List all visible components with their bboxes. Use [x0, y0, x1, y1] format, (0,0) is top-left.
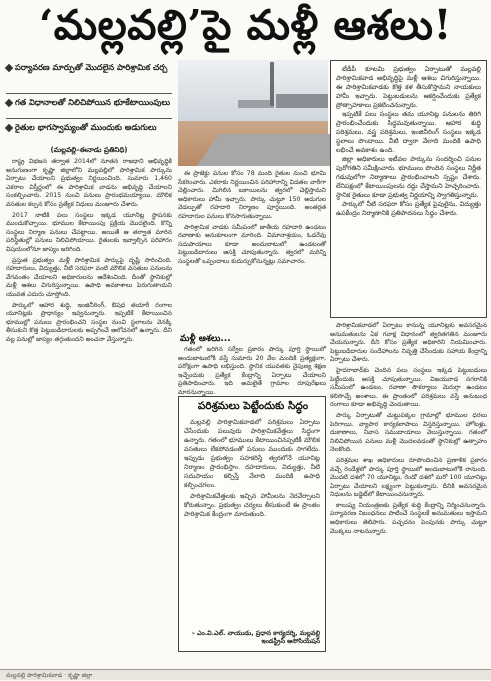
boxed-sidebar [330, 60, 487, 318]
col4-paragraph: కాలుష్య నియంత్రణకు ప్రత్యేక శుద్ధి కేంద్రాన్ని నిర్మించనున్నారు. పర్యావరణ నిబంధనలు పాటించే సంస్థలకే అనుమతులు ఇస్తామని అధికారులు తెలిపారు. పచ్చదనం పెంపునకు పార్కు చుట్టూ మొక్కలు నాటనున్నారు. [330, 501, 487, 535]
col4-paragraph: పరిశ్రమల శాఖ అధికారులు రూపొందించిన ప్రణాళిక ప్రకారం వచ్చే రెండేళ్లలో పార్కు పూర్తి స్థాయిలో అందుబాటులోకి రానుంది. మొదటి దశలో 70 యూనిట్లు, రెండో దశలో మరో 100 యూనిట్లు ఏర్పాటు చేయాలని లక్ష్యంగా పెట్టుకున్నారు. దీనికి అవసరమైన నిధులను బడ్జెట్‌లో కేటాయించనున్నారు. [330, 456, 487, 499]
box-paragraph: పార్కులో నీటి సరఫరా కోసం ప్రత్యేక పైపులైను, విద్యుత్తు ఉపకేంద్రం నిర్మాణానికి ప్రతిపాదనలు సిద్ధం చేశారు. [336, 200, 481, 217]
col2-paragraph: ఈ ప్రాజెక్టు పనుల కోసం 78 మంది రైతుల నుంచి భూమి సేకరించారు. ఎకరాకు నిర్ణయించిన పరిహారాన్ని విడతల వారీగా చెల్లించారు. మిగిలిన బకాయిలను త్వరలో చెల్లిస్తామని అధికారులు హామీ ఇచ్చారు. పార్కు చుట్టూ 150 అడుగుల వెడల్పుతో రహదారి నిర్మాణం పూర్తయింది. అంతర్గత రహదారుల పనులు కొనసాగుతున్నాయి. [178, 170, 326, 220]
article-column-4 [330, 322, 487, 666]
bottom-strip: మల్లవల్లి పారిశ్రామికవాడ · కృష్ణా జిల్లా [0, 669, 491, 680]
deck-divider-2 [6, 118, 172, 119]
diamond-bullet-icon [5, 123, 13, 131]
col2-paragraph: పారిశ్రామిక వాడకు సమీపంలో జాతీయ రహదారి ఉండటం రవాణాకు అనుకూలంగా మారింది. విమానాశ్రయం, ఓడరేవు సదుపాయాలు కూడా అందుబాటులో ఉండటంతో పెట్టుబడిదారులు ఆసక్తి చూపుతున్నారు. త్వరలో మరిన్ని సంస్థలతో ఒప్పందాలు కుదుర్చుకోనున్నట్లు సమాచారం. [178, 223, 326, 265]
deck-1-text: పర్యావరణ మార్పుతో మొదలైన పారిశ్రామిక చర్చ [15, 62, 168, 72]
box-paragraph: టీడీపీ కూటమి ప్రభుత్వం ఏర్పాటుతో మల్లవల్లి పారిశ్రామికవాడ అభివృద్ధిపై మళ్లీ ఆశలు చిగురిస్తున్నాయి. ఈ పారిశ్రామికవాడకు కొత్త కళ తీసుకొస్తామని నాయకులు హామీ ఇచ్చారు. పెట్టుబడులను ఆకర్షించేందుకు ప్రత్యేక ప్రోత్సాహకాలు ప్రకటించనున్నారు. [336, 65, 481, 109]
diamond-bullet-icon [5, 98, 13, 106]
quote-attribution: – ఎం.వి.ఎల్. నాయుడు, ప్రధాన కార్యదర్శి, మల్లవల్లి ఇండస్ట్రీస్ అసోసియేషన్ [191, 630, 320, 646]
quote-paragraph: పారిశ్రామికవేత్తలకు ఇచ్చిన హామీలను నెరవేర్చాలని కోరుతున్నాం. ప్రభుత్వం చర్యలు తీసుకుంటే ఈ ప్రాంతం పారిశ్రామిక కేంద్రంగా మారుతుంది. [184, 492, 320, 518]
deck-2 [6, 97, 172, 107]
box-paragraph: ఇప్పటికే పలు సంస్థలు తమ యూనిట్ల పనులను తిరిగి ప్రారంభించేందుకు సిద్ధమవుతున్నాయి. ఆహార శుద్ధి పరిశ్రమలు, వస్త్ర పరిశ్రమలు, ఇంజినీరింగ్ సంస్థలు ఇక్కడ స్థలాలు పొందాయి. వీటి ద్వారా వేలాది మందికి ఉపాధి లభించే అవకాశం ఉంది. [336, 110, 481, 154]
diamond-bullet-icon [5, 63, 13, 71]
chimney-shape [270, 62, 274, 106]
byline: (మల్లవల్లి–ఈనాడు ప్రతినిధి) [50, 146, 128, 154]
quote-box-body [184, 418, 320, 626]
headline: ‘మల్లవల్లి’పై మళ్లీ ఆశలు! [39, 1, 452, 49]
box-paragraph: జిల్లా అధికారులు ఇటీవల పార్కును సందర్శించి పనుల పురోగతిని సమీక్షించారు. భూములు పొందిన సంస్థలు నిర్ణీత గడువులోగా నిర్మాణాలు ప్రారంభించాలని స్పష్టం చేశారు. లేనిపక్షంలో కేటాయింపులను రద్దు చేస్తామని హెచ్చరించారు. స్థానిక రైతులు కూడా ప్రభుత్వ నిర్ణయాన్ని స్వాగతిస్తున్నారు. [336, 155, 481, 199]
col1-paragraph: 2017 నాటికి పలు సంస్థలు ఇక్కడ యూనిట్ల స్థాపనకు ముందుకొచ్చాయి. భూముల కేటాయింపు ప్రక్రియ మొదలైంది. కొన్ని సంస్థలు నిర్మాణ పనులు చేపట్టాయి. అయితే ఆ తర్వాత మారిన పరిస్థితుల్లో పనులు నిలిచిపోయాయి. రైతులకు ఇవ్వాల్సిన పరిహారం విషయంలోనూ జాప్యం జరిగింది. [6, 211, 172, 253]
industrial-park-photo [178, 60, 328, 166]
col4-paragraph: పార్కు ఏర్పాటుతో చుట్టుపక్కల గ్రామాల్లో భూముల ధరలు పెరిగాయి. వ్యాపార కార్యకలాపాలు విస్తరిస్తున్నాయి. హోటళ్లు, దుకాణాలు, నివాస సముదాయాలు వెలుస్తున్నాయి. గతంలో నిలిచిపోయిన పనులు మళ్లీ మొదలవడంతో స్థానికుల్లో ఉత్సాహం నెలకొంది. [330, 411, 487, 454]
col1-paragraph: పార్కులో ఆహార శుద్ధి, ఇంజినీరింగ్, ఔషధ తయారీ రంగాల యూనిట్లకు ప్రాధాన్యం ఇవ్వనున్నారు. ఇప్పటికే కేటాయించిన భూముల్లో పనులు ప్రారంభించని సంస్థల నుంచి స్థలాలను వెనక్కి తీసుకుని కొత్త పెట్టుబడిదారులకు అప్పగించే ఆలోచనలో ఉన్నారు. దీని వల్ల పనుల్లో జాప్యం తగ్గుతుందని అంచనా వేస్తున్నారు. [6, 301, 172, 343]
quote-paragraph: మల్లవల్లి పారిశ్రామికవాడలో పరిశ్రమలు ఏర్పాటు చేసేందుకు పలువురు పారిశ్రామికవేత్తలు సిద్ధంగా ఉన్నారు. గతంలో భూములు కేటాయించినప్పటికీ మౌలిక వసతులు లేకపోవడంతో పనులు ముందుకు సాగలేదు. ఇప్పుడు ప్రభుత్వం సహకరిస్తే త్వరలోనే యూనిట్ల నిర్మాణం ప్రారంభిస్తాం. రహదారులు, విద్యుత్తు, నీటి సదుపాయం కల్పిస్తే వేలాది మందికి ఉపాధి కల్పించగలం. [184, 418, 320, 489]
col4-paragraph: హైదరాబాద్‌కు చెందిన పలు సంస్థలు ఇక్కడ పెట్టుబడులు పెట్టేందుకు ఆసక్తి చూపుతున్నాయి. విజయవాడ నగరానికి సమీపంలో ఉండటం, రవాణా సౌకర్యాలు మెరుగ్గా ఉండటం కలిసొచ్చే అంశాలు. ఈ ప్రాంతంలో పరిశ్రమలు వస్తే అనుబంధ రంగాలు కూడా అభివృద్ధి చెందుతాయి. [330, 366, 487, 409]
article-column-2-continued [178, 346, 326, 396]
deck-3-text: రైతుల భాగస్వామ్యంతో ముందుకు అడుగులు [15, 122, 157, 132]
col2-subhead: మళ్లీ ఆశలు... [180, 334, 231, 344]
deck-1 [6, 62, 172, 72]
col1-paragraph: ప్రస్తుత ప్రభుత్వం మళ్లీ పారిశ్రామిక పార్కుపై దృష్టి సారించింది. రహదారులు, విద్యుత్తు, నీటి సరఫరా వంటి మౌలిక వసతుల పనులను వేగవంతం చేయాలని అధికారులను ఆదేశించింది. దీంతో స్థానికుల్లో మళ్లీ ఆశలు చిగురిస్తున్నాయి. ఉపాధి అవకాశాలు పెరుగుతాయని యువత ఎదురు చూస్తోంది. [6, 256, 172, 298]
article-column-1 [6, 158, 172, 666]
deck-3 [6, 122, 172, 132]
col2-paragraph: గతంలో జరిగిన సర్వేల ప్రకారం పార్కు పూర్తి స్థాయిలో అందుబాటులోకి వస్తే సుమారు 20 వేల మందికి ప్రత్యక్షంగా, పరోక్షంగా ఉపాధి లభిస్తుంది. స్థానిక యువతకు నైపుణ్య శిక్షణ ఇచ్చేందుకు ప్రత్యేక కేంద్రాన్ని ఏర్పాటు చేయాలని ప్రతిపాదించారు. ఇది అమలైతే గ్రామాల రూపురేఖలు మారనున్నాయి. [178, 346, 326, 396]
article-column-2 [178, 170, 326, 332]
col1-paragraph: రాష్ట్ర విభజన తర్వాత 2014లో నూతన రాజధాని అభివృద్ధికి అనుగుణంగా కృష్ణా జిల్లాలోని మల్లవల్లిలో పారిశ్రామిక పార్కును ఏర్పాటు చేయాలని ప్రభుత్వం నిర్ణయించింది. సుమారు 1,460 ఎకరాల విస్తీర్ణంలో ఈ పారిశ్రామిక వాడను అభివృద్ధి చేయాలని సంకల్పించారు. 2015 నుంచి పనులు ప్రారంభమయ్యాయి. మౌలిక వసతుల కల్పన కోసం ప్రత్యేక నిధులు మంజూరు చేశారు. [6, 158, 172, 208]
deck-2-text: గత విధానాలతో నిలిచిపోయిన భూకేటాయింపులు [15, 97, 171, 107]
quote-box-subhead: పరిశ్రమలు పెట్టేందుకు సిద్ధం [197, 400, 309, 412]
deck-divider-1 [6, 93, 172, 94]
col4-paragraph: పారిశ్రామికవాడలో ఏర్పాటు కానున్న యూనిట్లకు అవసరమైన అనుమతులను ఏక గవాక్ష విధానంలో త్వరితగతిన మంజూరు చేయనున్నారు. దీని కోసం ప్రత్యేక అధికారిని నియమించారు. పెట్టుబడిదారుల సందేహాలను నివృత్తి చేసేందుకు సహాయ కేంద్రాన్ని ఏర్పాటు చేశారు. [330, 322, 487, 364]
